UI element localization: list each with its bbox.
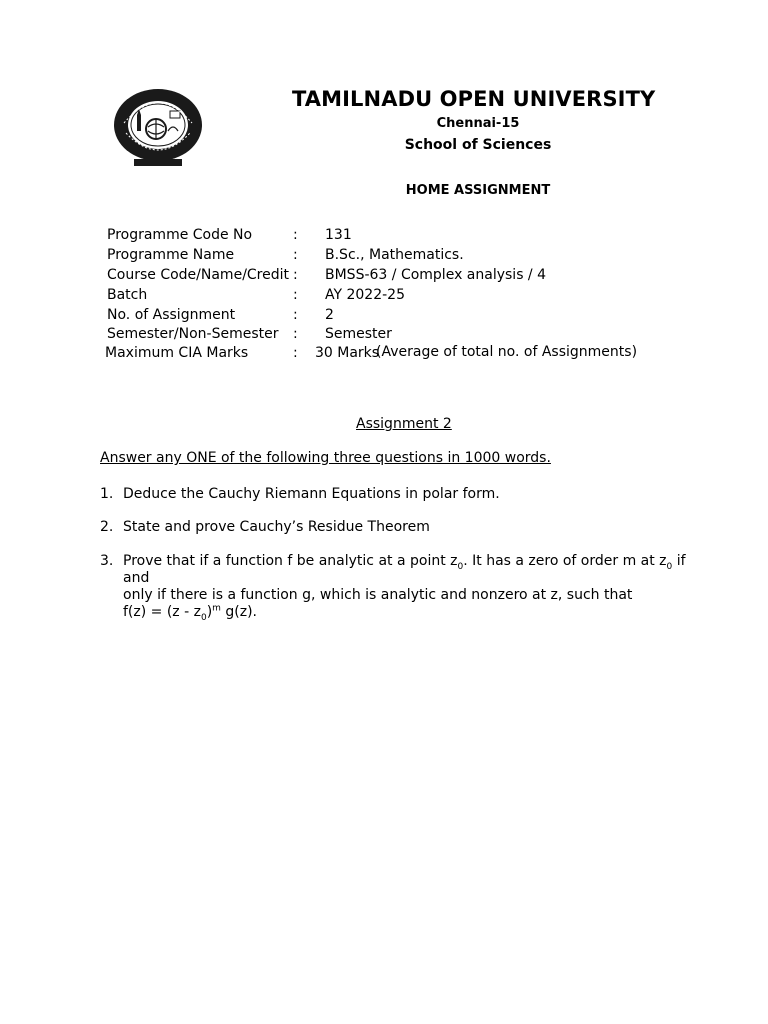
info-label: Course Code/Name/Credit bbox=[107, 267, 290, 283]
school-subtitle: School of Sciences bbox=[404, 137, 552, 153]
info-value: BMSS-63 / Complex analysis / 4 bbox=[325, 267, 547, 283]
question-text: Deduce the Cauchy Riemann Equations in polar form. bbox=[123, 486, 500, 502]
question-line bbox=[123, 553, 703, 587]
question-number: 1. bbox=[100, 486, 114, 502]
info-separator: : bbox=[293, 247, 298, 263]
info-label: Maximum CIA Marks bbox=[105, 345, 249, 361]
assignment-heading: Assignment 2 bbox=[356, 416, 452, 432]
formula-part: ) bbox=[206, 604, 213, 620]
info-label: Batch bbox=[107, 287, 148, 303]
info-separator: : bbox=[293, 227, 298, 243]
question-number: 2. bbox=[100, 519, 114, 535]
university-seal-icon bbox=[110, 87, 206, 169]
superscript: m bbox=[212, 603, 221, 614]
info-label: Programme Code No bbox=[107, 227, 253, 243]
subscript: 0 bbox=[200, 612, 207, 623]
question-formula bbox=[123, 604, 703, 621]
question-item bbox=[100, 553, 700, 623]
city-subtitle: Chennai-15 bbox=[436, 116, 520, 131]
question-number: 3. bbox=[100, 553, 114, 569]
info-separator: : bbox=[293, 326, 298, 342]
question-line: only if there is a function g, which is analytic and nonzero at z, such that bbox=[123, 587, 633, 603]
document-title: HOME ASSIGNMENT bbox=[405, 183, 551, 198]
info-value: Semester bbox=[325, 326, 392, 342]
question-text: State and prove Cauchy’s Residue Theorem bbox=[123, 519, 430, 535]
question-text bbox=[123, 553, 703, 621]
info-separator: : bbox=[293, 307, 298, 323]
university-title: TAMILNADU OPEN UNIVERSITY bbox=[292, 87, 656, 111]
formula-part: f(z) = (z - z bbox=[123, 604, 201, 620]
info-value: 131 bbox=[325, 227, 352, 243]
info-value: B.Sc., Mathematics. bbox=[325, 247, 464, 263]
subscript: 0 bbox=[666, 561, 673, 572]
assignment-instruction: Answer any ONE of the following three questions in 1000 words. bbox=[100, 450, 551, 466]
info-label: No. of Assignment bbox=[107, 307, 236, 323]
info-label: Programme Name bbox=[107, 247, 235, 263]
info-label: Semester/Non-Semester bbox=[107, 326, 279, 342]
info-separator: : bbox=[293, 287, 298, 303]
cia-marks-note: (Average of total no. of Assignments) bbox=[376, 344, 638, 360]
formula-part: g(z). bbox=[220, 604, 257, 620]
info-value: 30 Marks bbox=[315, 345, 380, 361]
info-separator: : bbox=[293, 345, 298, 361]
question-text-part: if and bbox=[123, 553, 686, 586]
subscript: 0 bbox=[457, 561, 464, 572]
info-value: AY 2022-25 bbox=[325, 287, 405, 303]
question-text-part: Prove that if a function f be analytic at a point z bbox=[123, 553, 458, 569]
question-text-part: . It has a zero of order m at z bbox=[463, 553, 667, 569]
info-value: 2 bbox=[325, 307, 334, 323]
info-separator: : bbox=[293, 267, 298, 283]
